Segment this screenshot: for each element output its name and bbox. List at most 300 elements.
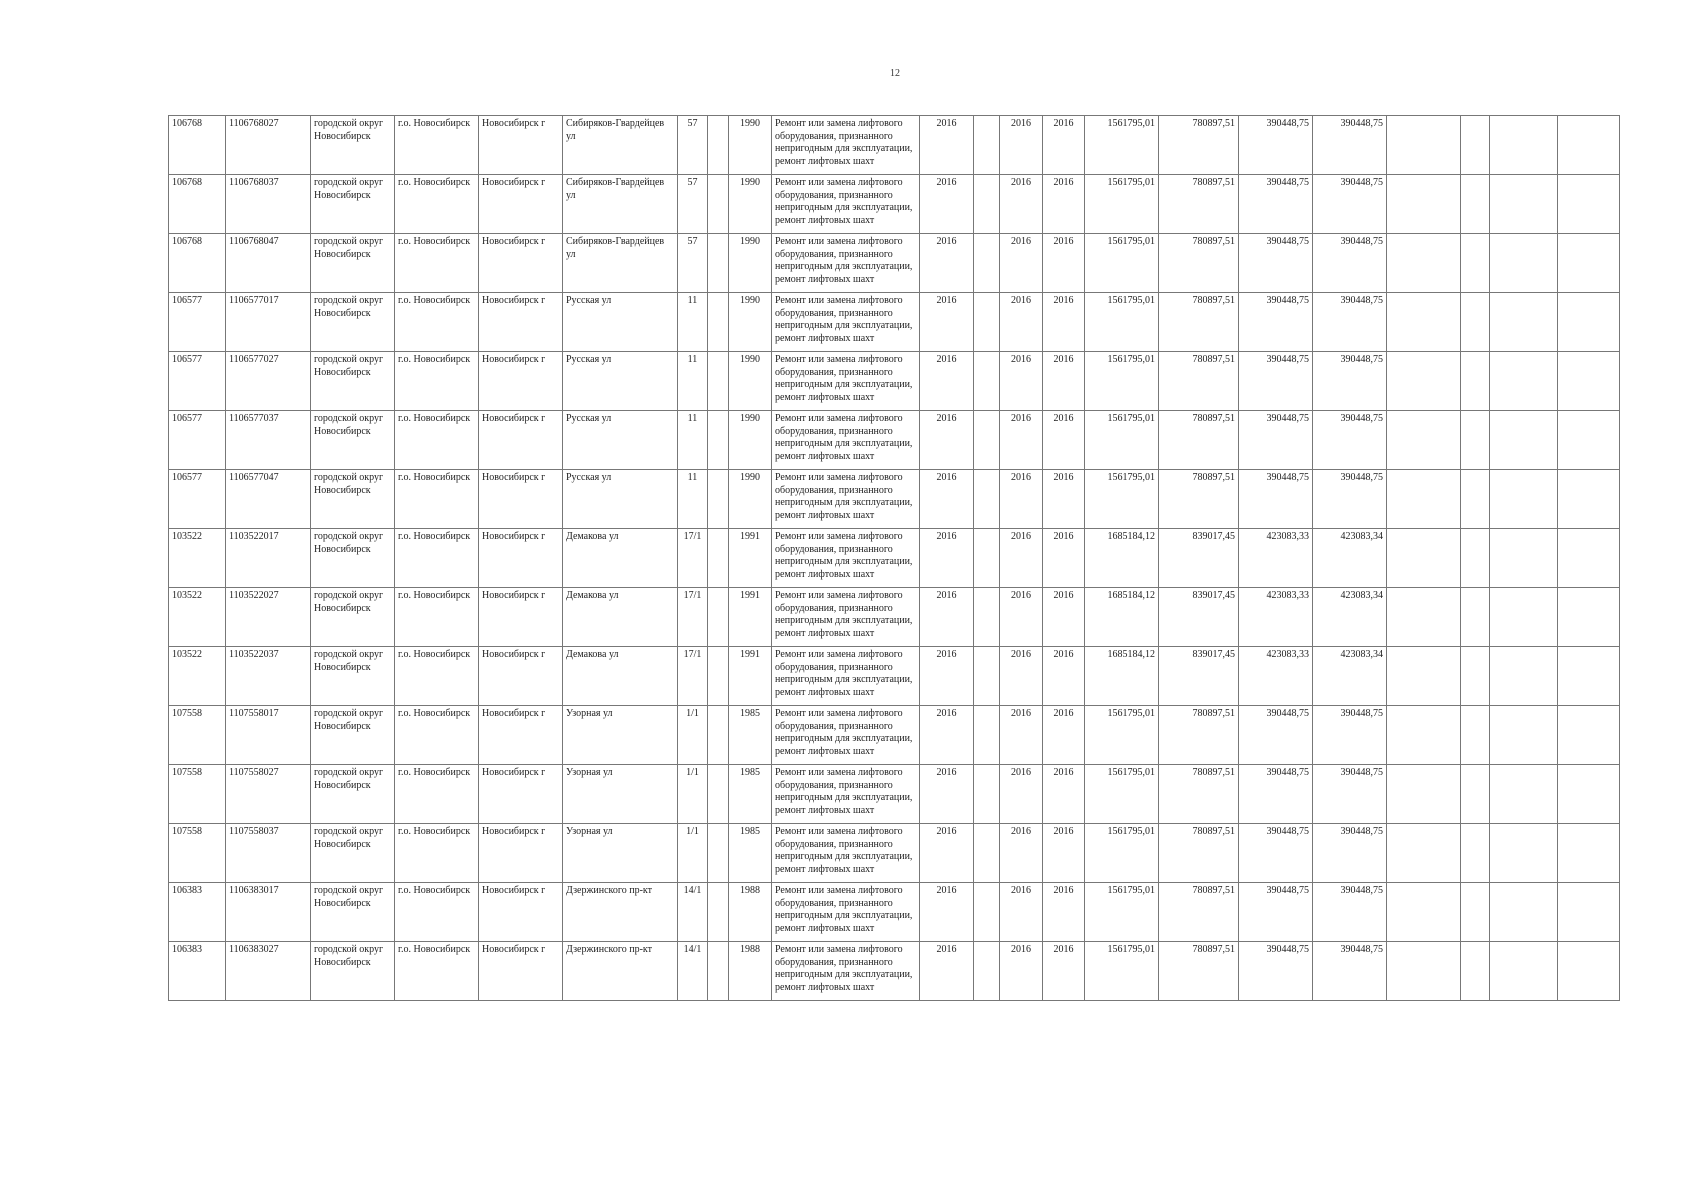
city-cell: Новосибирск г xyxy=(479,175,563,234)
funding-3-cell: 423083,34 xyxy=(1313,529,1387,588)
empty-cell xyxy=(1461,411,1490,470)
empty-cell xyxy=(974,765,1000,824)
table-row xyxy=(169,824,1620,883)
funding-2-cell: 390448,75 xyxy=(1239,234,1313,293)
empty-cell xyxy=(974,352,1000,411)
work-type-cell: Ремонт или замена лифтового оборудования, признанного непригодным для эксплуатации, ремонт лифтовых шахт xyxy=(772,411,920,470)
table-row xyxy=(169,942,1620,1001)
plan-year-cell: 2016 xyxy=(920,116,974,175)
empty-cell xyxy=(1558,352,1620,411)
street-cell: Демакова ул xyxy=(563,588,678,647)
empty-cell xyxy=(1490,411,1558,470)
empty-cell xyxy=(974,824,1000,883)
funding-1-cell: 780897,51 xyxy=(1159,706,1239,765)
empty-cell xyxy=(1461,234,1490,293)
city-cell: Новосибирск г xyxy=(479,411,563,470)
house-id-cell: 103522 xyxy=(169,588,226,647)
empty-cell xyxy=(1461,647,1490,706)
empty-cell xyxy=(1461,588,1490,647)
start-year-cell: 2016 xyxy=(1000,352,1043,411)
house-number-cell: 14/1 xyxy=(678,942,708,1001)
empty-cell xyxy=(1558,470,1620,529)
total-cost-cell: 1685184,12 xyxy=(1085,529,1159,588)
house-number-cell: 11 xyxy=(678,411,708,470)
house-id-cell: 106577 xyxy=(169,293,226,352)
work-type-cell: Ремонт или замена лифтового оборудования, признанного непригодным для эксплуатации, ремонт лифтовых шахт xyxy=(772,588,920,647)
start-year-cell: 2016 xyxy=(1000,588,1043,647)
house-number-cell: 57 xyxy=(678,234,708,293)
street-cell: Сибиряков-Гвардейцев ул xyxy=(563,116,678,175)
empty-cell xyxy=(1387,529,1461,588)
empty-cell xyxy=(1461,824,1490,883)
plan-year-cell: 2016 xyxy=(920,411,974,470)
end-year-cell: 2016 xyxy=(1043,706,1085,765)
start-year-cell: 2016 xyxy=(1000,470,1043,529)
street-cell: Дзержинского пр-кт xyxy=(563,942,678,1001)
house-id-cell: 106768 xyxy=(169,234,226,293)
funding-1-cell: 780897,51 xyxy=(1159,234,1239,293)
house-id-cell: 106577 xyxy=(169,352,226,411)
city-cell: Новосибирск г xyxy=(479,470,563,529)
funding-2-cell: 390448,75 xyxy=(1239,352,1313,411)
work-type-cell: Ремонт или замена лифтового оборудования, признанного непригодным для эксплуатации, ремонт лифтовых шахт xyxy=(772,706,920,765)
municipality-cell: г.о. Новосибирск xyxy=(395,942,479,1001)
funding-3-cell: 390448,75 xyxy=(1313,175,1387,234)
start-year-cell: 2016 xyxy=(1000,529,1043,588)
funding-3-cell: 390448,75 xyxy=(1313,883,1387,942)
empty-cell xyxy=(1387,588,1461,647)
end-year-cell: 2016 xyxy=(1043,942,1085,1001)
house-number-cell: 14/1 xyxy=(678,883,708,942)
table-row xyxy=(169,470,1620,529)
house-number-cell: 11 xyxy=(678,470,708,529)
empty-cell xyxy=(1387,116,1461,175)
street-cell: Русская ул xyxy=(563,352,678,411)
empty-cell xyxy=(1387,293,1461,352)
municipality-cell: г.о. Новосибирск xyxy=(395,470,479,529)
funding-2-cell: 423083,33 xyxy=(1239,529,1313,588)
empty-cell xyxy=(1490,706,1558,765)
empty-cell xyxy=(1387,352,1461,411)
record-code-cell: 1107558037 xyxy=(226,824,311,883)
empty-cell xyxy=(1387,765,1461,824)
municipality-cell: г.о. Новосибирск xyxy=(395,824,479,883)
empty-cell xyxy=(1490,116,1558,175)
empty-cell xyxy=(1461,529,1490,588)
record-code-cell: 1106577017 xyxy=(226,293,311,352)
capital-repair-table xyxy=(168,115,1620,1001)
empty-cell xyxy=(1490,293,1558,352)
funding-3-cell: 390448,75 xyxy=(1313,116,1387,175)
funding-1-cell: 780897,51 xyxy=(1159,824,1239,883)
empty-cell xyxy=(974,883,1000,942)
year-built-cell: 1988 xyxy=(729,883,772,942)
record-code-cell: 1107558027 xyxy=(226,765,311,824)
empty-cell xyxy=(1461,706,1490,765)
empty-cell xyxy=(1490,588,1558,647)
plan-year-cell: 2016 xyxy=(920,588,974,647)
total-cost-cell: 1561795,01 xyxy=(1085,234,1159,293)
year-built-cell: 1991 xyxy=(729,588,772,647)
district-cell: городской округ Новосибирск xyxy=(311,470,395,529)
corpus-cell xyxy=(708,352,729,411)
house-number-cell: 57 xyxy=(678,116,708,175)
district-cell: городской округ Новосибирск xyxy=(311,942,395,1001)
plan-year-cell: 2016 xyxy=(920,352,974,411)
street-cell: Дзержинского пр-кт xyxy=(563,883,678,942)
start-year-cell: 2016 xyxy=(1000,942,1043,1001)
funding-3-cell: 390448,75 xyxy=(1313,824,1387,883)
funding-1-cell: 780897,51 xyxy=(1159,293,1239,352)
total-cost-cell: 1561795,01 xyxy=(1085,175,1159,234)
house-number-cell: 17/1 xyxy=(678,588,708,647)
house-id-cell: 107558 xyxy=(169,824,226,883)
empty-cell xyxy=(1558,942,1620,1001)
total-cost-cell: 1561795,01 xyxy=(1085,352,1159,411)
empty-cell xyxy=(1461,942,1490,1001)
work-type-cell: Ремонт или замена лифтового оборудования, признанного непригодным для эксплуатации, ремонт лифтовых шахт xyxy=(772,529,920,588)
empty-cell xyxy=(1558,883,1620,942)
funding-2-cell: 390448,75 xyxy=(1239,175,1313,234)
empty-cell xyxy=(1490,175,1558,234)
start-year-cell: 2016 xyxy=(1000,647,1043,706)
empty-cell xyxy=(1490,647,1558,706)
table-row xyxy=(169,175,1620,234)
start-year-cell: 2016 xyxy=(1000,234,1043,293)
empty-cell xyxy=(1387,470,1461,529)
funding-2-cell: 390448,75 xyxy=(1239,411,1313,470)
record-code-cell: 1106768027 xyxy=(226,116,311,175)
work-type-cell: Ремонт или замена лифтового оборудования, признанного непригодным для эксплуатации, ремонт лифтовых шахт xyxy=(772,352,920,411)
year-built-cell: 1990 xyxy=(729,293,772,352)
funding-2-cell: 423083,33 xyxy=(1239,647,1313,706)
empty-cell xyxy=(1558,175,1620,234)
empty-cell xyxy=(974,116,1000,175)
house-id-cell: 103522 xyxy=(169,647,226,706)
record-code-cell: 1106577037 xyxy=(226,411,311,470)
empty-cell xyxy=(1558,765,1620,824)
street-cell: Русская ул xyxy=(563,411,678,470)
funding-1-cell: 780897,51 xyxy=(1159,942,1239,1001)
start-year-cell: 2016 xyxy=(1000,293,1043,352)
corpus-cell xyxy=(708,942,729,1001)
funding-2-cell: 390448,75 xyxy=(1239,942,1313,1001)
house-number-cell: 17/1 xyxy=(678,529,708,588)
district-cell: городской округ Новосибирск xyxy=(311,175,395,234)
table-row xyxy=(169,293,1620,352)
funding-2-cell: 390448,75 xyxy=(1239,824,1313,883)
empty-cell xyxy=(1387,411,1461,470)
table-row xyxy=(169,411,1620,470)
house-id-cell: 106768 xyxy=(169,116,226,175)
work-type-cell: Ремонт или замена лифтового оборудования, признанного непригодным для эксплуатации, ремонт лифтовых шахт xyxy=(772,116,920,175)
funding-2-cell: 390448,75 xyxy=(1239,116,1313,175)
empty-cell xyxy=(1490,765,1558,824)
corpus-cell xyxy=(708,470,729,529)
funding-3-cell: 390448,75 xyxy=(1313,470,1387,529)
city-cell: Новосибирск г xyxy=(479,942,563,1001)
total-cost-cell: 1561795,01 xyxy=(1085,942,1159,1001)
work-type-cell: Ремонт или замена лифтового оборудования, признанного непригодным для эксплуатации, ремонт лифтовых шахт xyxy=(772,647,920,706)
plan-year-cell: 2016 xyxy=(920,470,974,529)
funding-3-cell: 390448,75 xyxy=(1313,942,1387,1001)
corpus-cell xyxy=(708,116,729,175)
total-cost-cell: 1561795,01 xyxy=(1085,116,1159,175)
empty-cell xyxy=(1461,470,1490,529)
empty-cell xyxy=(1490,234,1558,293)
funding-3-cell: 423083,34 xyxy=(1313,647,1387,706)
empty-cell xyxy=(1461,883,1490,942)
work-type-cell: Ремонт или замена лифтового оборудования, признанного непригодным для эксплуатации, ремонт лифтовых шахт xyxy=(772,942,920,1001)
end-year-cell: 2016 xyxy=(1043,293,1085,352)
funding-3-cell: 390448,75 xyxy=(1313,411,1387,470)
end-year-cell: 2016 xyxy=(1043,647,1085,706)
funding-2-cell: 390448,75 xyxy=(1239,706,1313,765)
house-id-cell: 106577 xyxy=(169,470,226,529)
house-id-cell: 106768 xyxy=(169,175,226,234)
end-year-cell: 2016 xyxy=(1043,234,1085,293)
table-row xyxy=(169,765,1620,824)
corpus-cell xyxy=(708,175,729,234)
city-cell: Новосибирск г xyxy=(479,529,563,588)
end-year-cell: 2016 xyxy=(1043,116,1085,175)
empty-cell xyxy=(1387,175,1461,234)
plan-year-cell: 2016 xyxy=(920,293,974,352)
total-cost-cell: 1685184,12 xyxy=(1085,647,1159,706)
municipality-cell: г.о. Новосибирск xyxy=(395,706,479,765)
district-cell: городской округ Новосибирск xyxy=(311,116,395,175)
empty-cell xyxy=(974,647,1000,706)
house-number-cell: 17/1 xyxy=(678,647,708,706)
empty-cell xyxy=(1490,824,1558,883)
total-cost-cell: 1685184,12 xyxy=(1085,588,1159,647)
city-cell: Новосибирск г xyxy=(479,706,563,765)
funding-1-cell: 780897,51 xyxy=(1159,765,1239,824)
district-cell: городской округ Новосибирск xyxy=(311,529,395,588)
table-row xyxy=(169,883,1620,942)
record-code-cell: 1107558017 xyxy=(226,706,311,765)
empty-cell xyxy=(974,588,1000,647)
total-cost-cell: 1561795,01 xyxy=(1085,293,1159,352)
funding-1-cell: 839017,45 xyxy=(1159,588,1239,647)
city-cell: Новосибирск г xyxy=(479,234,563,293)
table-row xyxy=(169,706,1620,765)
work-type-cell: Ремонт или замена лифтового оборудования, признанного непригодным для эксплуатации, ремонт лифтовых шахт xyxy=(772,470,920,529)
city-cell: Новосибирск г xyxy=(479,824,563,883)
house-id-cell: 103522 xyxy=(169,529,226,588)
table-row xyxy=(169,647,1620,706)
record-code-cell: 1106768047 xyxy=(226,234,311,293)
end-year-cell: 2016 xyxy=(1043,175,1085,234)
street-cell: Сибиряков-Гвардейцев ул xyxy=(563,175,678,234)
district-cell: городской округ Новосибирск xyxy=(311,765,395,824)
work-type-cell: Ремонт или замена лифтового оборудования, признанного непригодным для эксплуатации, ремонт лифтовых шахт xyxy=(772,234,920,293)
municipality-cell: г.о. Новосибирск xyxy=(395,293,479,352)
house-id-cell: 107558 xyxy=(169,765,226,824)
corpus-cell xyxy=(708,883,729,942)
start-year-cell: 2016 xyxy=(1000,765,1043,824)
house-number-cell: 1/1 xyxy=(678,824,708,883)
page-number: 12 xyxy=(890,68,900,79)
funding-3-cell: 390448,75 xyxy=(1313,234,1387,293)
house-number-cell: 11 xyxy=(678,293,708,352)
end-year-cell: 2016 xyxy=(1043,352,1085,411)
empty-cell xyxy=(1558,116,1620,175)
empty-cell xyxy=(974,706,1000,765)
corpus-cell xyxy=(708,706,729,765)
corpus-cell xyxy=(708,588,729,647)
empty-cell xyxy=(1558,529,1620,588)
street-cell: Узорная ул xyxy=(563,765,678,824)
municipality-cell: г.о. Новосибирск xyxy=(395,234,479,293)
street-cell: Сибиряков-Гвардейцев ул xyxy=(563,234,678,293)
year-built-cell: 1990 xyxy=(729,470,772,529)
funding-1-cell: 780897,51 xyxy=(1159,352,1239,411)
total-cost-cell: 1561795,01 xyxy=(1085,765,1159,824)
city-cell: Новосибирск г xyxy=(479,647,563,706)
plan-year-cell: 2016 xyxy=(920,529,974,588)
funding-1-cell: 780897,51 xyxy=(1159,883,1239,942)
plan-year-cell: 2016 xyxy=(920,706,974,765)
district-cell: городской округ Новосибирск xyxy=(311,824,395,883)
table-row xyxy=(169,529,1620,588)
empty-cell xyxy=(1558,293,1620,352)
year-built-cell: 1991 xyxy=(729,647,772,706)
city-cell: Новосибирск г xyxy=(479,588,563,647)
year-built-cell: 1990 xyxy=(729,116,772,175)
street-cell: Узорная ул xyxy=(563,706,678,765)
year-built-cell: 1990 xyxy=(729,411,772,470)
work-type-cell: Ремонт или замена лифтового оборудования, признанного непригодным для эксплуатации, ремонт лифтовых шахт xyxy=(772,883,920,942)
municipality-cell: г.о. Новосибирск xyxy=(395,883,479,942)
year-built-cell: 1991 xyxy=(729,529,772,588)
record-code-cell: 1106577027 xyxy=(226,352,311,411)
empty-cell xyxy=(1387,647,1461,706)
district-cell: городской округ Новосибирск xyxy=(311,293,395,352)
empty-cell xyxy=(1558,411,1620,470)
plan-year-cell: 2016 xyxy=(920,942,974,1001)
funding-2-cell: 390448,75 xyxy=(1239,765,1313,824)
municipality-cell: г.о. Новосибирск xyxy=(395,765,479,824)
work-type-cell: Ремонт или замена лифтового оборудования, признанного непригодным для эксплуатации, ремонт лифтовых шахт xyxy=(772,293,920,352)
year-built-cell: 1990 xyxy=(729,352,772,411)
street-cell: Демакова ул xyxy=(563,529,678,588)
funding-2-cell: 390448,75 xyxy=(1239,470,1313,529)
house-id-cell: 106383 xyxy=(169,942,226,1001)
city-cell: Новосибирск г xyxy=(479,352,563,411)
table-row xyxy=(169,588,1620,647)
funding-3-cell: 390448,75 xyxy=(1313,706,1387,765)
empty-cell xyxy=(974,175,1000,234)
funding-2-cell: 390448,75 xyxy=(1239,883,1313,942)
corpus-cell xyxy=(708,647,729,706)
empty-cell xyxy=(1490,883,1558,942)
empty-cell xyxy=(1461,175,1490,234)
total-cost-cell: 1561795,01 xyxy=(1085,706,1159,765)
corpus-cell xyxy=(708,411,729,470)
empty-cell xyxy=(1490,942,1558,1001)
corpus-cell xyxy=(708,234,729,293)
empty-cell xyxy=(1387,706,1461,765)
funding-3-cell: 423083,34 xyxy=(1313,588,1387,647)
table-row xyxy=(169,116,1620,175)
corpus-cell xyxy=(708,529,729,588)
plan-year-cell: 2016 xyxy=(920,234,974,293)
total-cost-cell: 1561795,01 xyxy=(1085,883,1159,942)
plan-year-cell: 2016 xyxy=(920,824,974,883)
plan-year-cell: 2016 xyxy=(920,647,974,706)
funding-1-cell: 780897,51 xyxy=(1159,175,1239,234)
table-row xyxy=(169,352,1620,411)
municipality-cell: г.о. Новосибирск xyxy=(395,588,479,647)
year-built-cell: 1985 xyxy=(729,765,772,824)
funding-3-cell: 390448,75 xyxy=(1313,765,1387,824)
empty-cell xyxy=(1461,293,1490,352)
district-cell: городской округ Новосибирск xyxy=(311,352,395,411)
empty-cell xyxy=(1387,883,1461,942)
house-id-cell: 106577 xyxy=(169,411,226,470)
empty-cell xyxy=(1387,234,1461,293)
house-id-cell: 107558 xyxy=(169,706,226,765)
year-built-cell: 1985 xyxy=(729,824,772,883)
municipality-cell: г.о. Новосибирск xyxy=(395,352,479,411)
empty-cell xyxy=(974,411,1000,470)
end-year-cell: 2016 xyxy=(1043,824,1085,883)
city-cell: Новосибирск г xyxy=(479,765,563,824)
start-year-cell: 2016 xyxy=(1000,706,1043,765)
start-year-cell: 2016 xyxy=(1000,411,1043,470)
end-year-cell: 2016 xyxy=(1043,883,1085,942)
end-year-cell: 2016 xyxy=(1043,470,1085,529)
empty-cell xyxy=(974,470,1000,529)
plan-year-cell: 2016 xyxy=(920,765,974,824)
municipality-cell: г.о. Новосибирск xyxy=(395,116,479,175)
plan-year-cell: 2016 xyxy=(920,883,974,942)
empty-cell xyxy=(1558,706,1620,765)
empty-cell xyxy=(1387,824,1461,883)
empty-cell xyxy=(1558,588,1620,647)
funding-2-cell: 390448,75 xyxy=(1239,293,1313,352)
end-year-cell: 2016 xyxy=(1043,765,1085,824)
record-code-cell: 1103522027 xyxy=(226,588,311,647)
house-number-cell: 1/1 xyxy=(678,706,708,765)
municipality-cell: г.о. Новосибирск xyxy=(395,529,479,588)
empty-cell xyxy=(1490,470,1558,529)
district-cell: городской округ Новосибирск xyxy=(311,883,395,942)
street-cell: Русская ул xyxy=(563,470,678,529)
district-cell: городской округ Новосибирск xyxy=(311,234,395,293)
year-built-cell: 1988 xyxy=(729,942,772,1001)
record-code-cell: 1106383017 xyxy=(226,883,311,942)
record-code-cell: 1103522037 xyxy=(226,647,311,706)
street-cell: Узорная ул xyxy=(563,824,678,883)
street-cell: Русская ул xyxy=(563,293,678,352)
year-built-cell: 1990 xyxy=(729,175,772,234)
start-year-cell: 2016 xyxy=(1000,116,1043,175)
funding-3-cell: 390448,75 xyxy=(1313,352,1387,411)
table-row xyxy=(169,234,1620,293)
funding-2-cell: 423083,33 xyxy=(1239,588,1313,647)
table-body xyxy=(169,116,1620,1001)
district-cell: городской округ Новосибирск xyxy=(311,411,395,470)
city-cell: Новосибирск г xyxy=(479,883,563,942)
start-year-cell: 2016 xyxy=(1000,824,1043,883)
work-type-cell: Ремонт или замена лифтового оборудования, признанного непригодным для эксплуатации, ремонт лифтовых шахт xyxy=(772,824,920,883)
record-code-cell: 1106577047 xyxy=(226,470,311,529)
total-cost-cell: 1561795,01 xyxy=(1085,411,1159,470)
funding-1-cell: 780897,51 xyxy=(1159,411,1239,470)
municipality-cell: г.о. Новосибирск xyxy=(395,411,479,470)
